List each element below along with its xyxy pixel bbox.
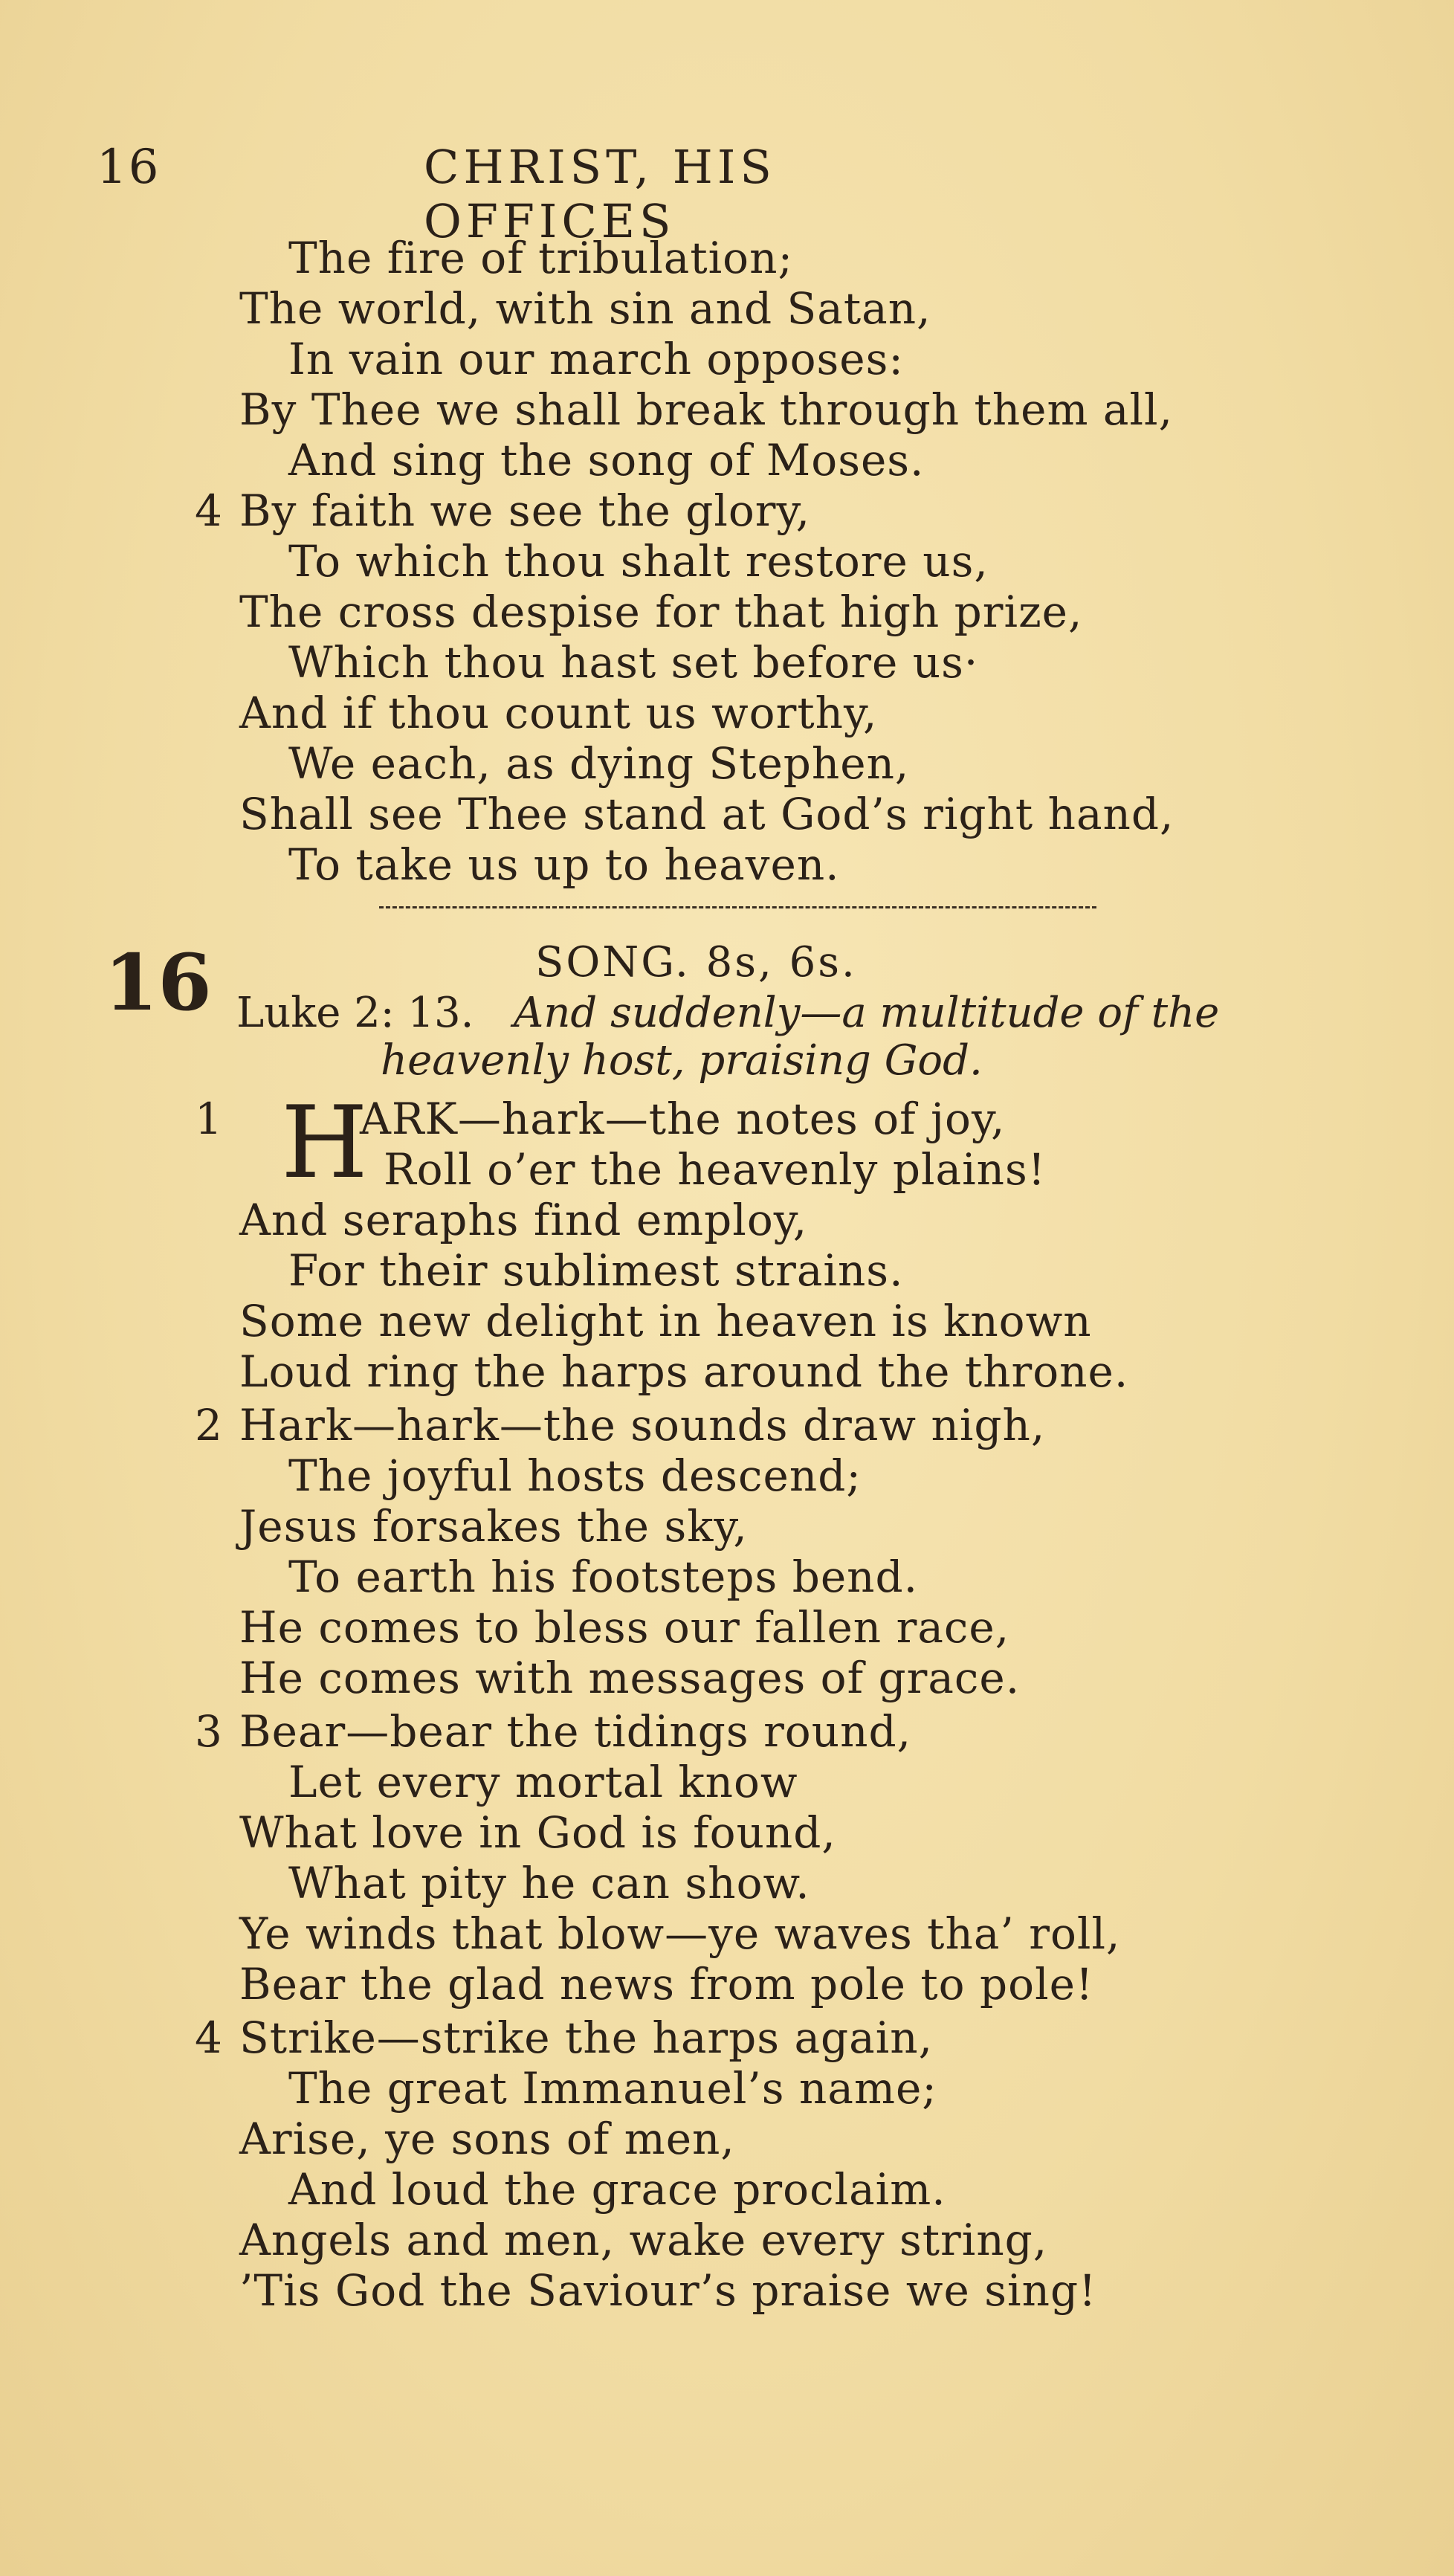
hymn-line: Some new delight in heaven is known [239, 1296, 1092, 1346]
hymn-line: Loud ring the harps around the throne. [239, 1346, 1129, 1397]
hymn-line: Let every mortal know [288, 1757, 798, 1807]
verse-number: 2 [195, 1400, 222, 1450]
hymn-line: For their sublimest strains. [288, 1245, 904, 1296]
hymn-line: Strike—strike the harps again, [239, 2012, 934, 2063]
hymn-line: The world, with sin and Satan, [239, 283, 931, 334]
hymn-line: Angels and men, wake every string, [239, 2215, 1048, 2265]
hymn-line: And seraphs find employ, [239, 1195, 808, 1245]
hymn-line: To earth his footsteps bend. [288, 1552, 919, 1602]
hymn-line: Roll o’er the heavenly plains! [384, 1144, 1047, 1195]
verse-number: 3 [195, 1706, 222, 1757]
hymn-line: What love in God is found, [239, 1807, 836, 1858]
hymn-line: The great Immanuel’s name; [288, 2063, 937, 2114]
hymn-line: To which thou shalt restore us, [288, 536, 989, 587]
hymn-line: And sing the song of Moses. [288, 435, 925, 485]
hymn-line: ’Tis God the Saviour’s praise we sing! [239, 2265, 1097, 2316]
hymn-line: And if thou count us worthy, [239, 688, 878, 738]
drop-cap: H [281, 1085, 368, 1201]
hymn-line: The cross despise for that high prize, [239, 587, 1083, 637]
scripture-reference: Luke 2: 13. [236, 989, 474, 1037]
hymn-line: By Thee we shall break through them all, [239, 384, 1174, 435]
hymn-line: Ye winds that blow—ye waves tha’ roll, [239, 1908, 1121, 1959]
verse-number: 4 [195, 2012, 222, 2063]
song-title: SONG. 8s, 6s. [535, 938, 857, 987]
hymn-line: And loud the grace proclaim. [288, 2164, 946, 2215]
hymn-number: 16 [104, 937, 212, 1028]
hymn-line: Arise, ye sons of men, [239, 2114, 735, 2164]
section-divider [379, 906, 1096, 908]
hymn-line: ARK—hark—the notes of joy, [360, 1094, 1006, 1144]
hymn-line: Bear the glad news from pole to pole! [239, 1959, 1094, 2010]
hymn-line: Which thou hast set before us· [288, 637, 979, 688]
hymn-line: Hark—hark—the sounds draw nigh, [239, 1400, 1046, 1450]
scripture-text-continued: heavenly host, praising God. [381, 1036, 983, 1085]
hymn-line: By faith we see the glory, [239, 485, 811, 536]
hymn-line: Shall see Thee stand at God’s right hand, [239, 789, 1174, 839]
hymn-line: He comes with messages of grace. [239, 1653, 1021, 1703]
verse-number: 1 [195, 1094, 222, 1144]
hymn-line: Bear—bear the tidings round, [239, 1706, 912, 1757]
scripture-line [236, 989, 1219, 1037]
scripture-text: And suddenly—a multitude of the [513, 989, 1220, 1037]
verse-number: 4 [195, 485, 222, 536]
page-number: 16 [97, 140, 161, 195]
hymn-line: What pity he can show. [288, 1858, 810, 1908]
page-header [97, 140, 989, 248]
running-title: CHRIST, HIS OFFICES [424, 140, 776, 248]
hymn-line: To take us up to heaven. [288, 839, 840, 890]
hymn-line: We each, as dying Stephen, [288, 738, 910, 789]
hymn-line: In vain our march opposes: [288, 334, 904, 384]
hymn-line: Jesus forsakes the sky, [239, 1501, 748, 1552]
hymn-line: The joyful hosts descend; [288, 1450, 862, 1501]
hymn-line: The fire of tribulation; [288, 233, 793, 283]
hymn-line: He comes to bless our fallen race, [239, 1602, 1010, 1653]
